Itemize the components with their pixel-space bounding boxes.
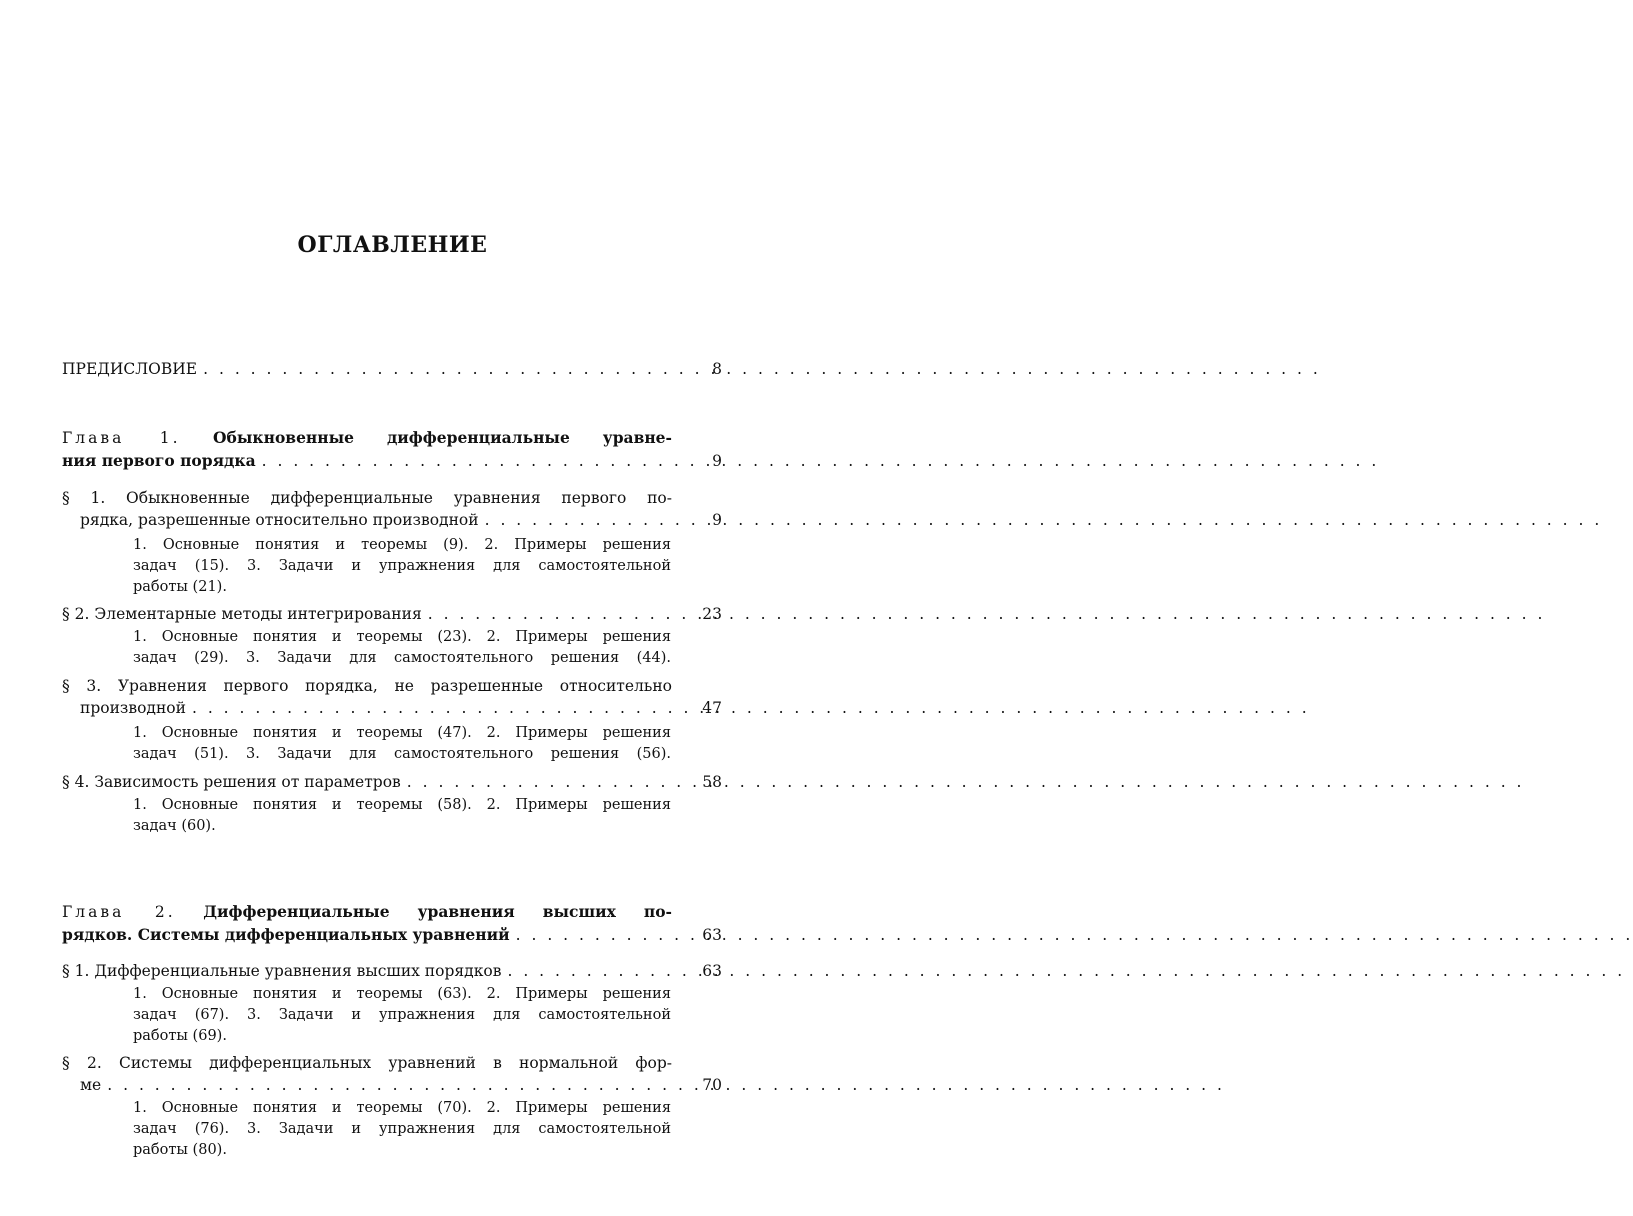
toc-entry-section-1-1 [80,511,722,535]
section-1-3-title: § 3. Уравнения первого порядка, не разрешенные относительно [62,677,672,695]
section-title: § 4. Зависимость решения от параметров [62,773,401,791]
leader-dots [507,962,672,980]
subsection-list: задач (51). 3. Задачи для самостоятельного решения (56). [133,746,671,762]
page-number: 47 [702,699,722,717]
section-title: § 1. Дифференциальные уравнения высших порядков [62,962,502,980]
toc-page [0,0,785,1216]
page-title: ОГЛАВЛЕНИЕ [297,232,488,258]
toc-entry-chapter-1 [62,451,722,475]
section-title-cont: ме [80,1076,102,1094]
leader-dots [428,605,672,623]
toc-entry-section-1-2 [62,605,722,629]
chapter-title: Обыкновенные дифференциальные уравне- [213,428,672,447]
leader-dots [485,511,672,529]
toc-entry-section-1-4 [62,773,722,797]
leader-dots [192,699,672,717]
chapter-title-cont: рядков. Системы дифференциальных уравнений [62,925,510,944]
subsection-list: 1. Основные понятия и теоремы (23). 2. Примеры решения [133,629,671,645]
chapter-title: Дифференциальные уравнения высших по- [203,902,672,921]
leader-dots [107,1076,672,1094]
subsection-list: 1. Основные понятия и теоремы (63). 2. Примеры решения [133,986,671,1002]
entry-label: ПРЕДИСЛОВИЕ [62,360,198,378]
section-title-cont: производной [80,699,186,717]
subsection-list: 1. Основные понятия и теоремы (70). 2. Примеры решения [133,1100,671,1116]
toc-entry-chapter-2 [62,925,722,949]
page-number: 23 [702,605,722,623]
leader-dots [262,452,672,470]
subsection-list: задач (67). 3. Задачи и упражнения для самостоятельной [133,1007,671,1023]
chapter-title-cont: ния первого порядка [62,451,256,470]
subsection-list: работы (80). [133,1142,227,1158]
toc-entry-section-2-1 [62,962,722,986]
subsection-list: работы (21). [133,579,227,595]
page-number: 9 [712,511,722,529]
subsection-list: задач (60). [133,818,216,834]
section-2-2-title: § 2. Системы дифференциальных уравнений в нормальной фор- [62,1054,672,1072]
subsection-list: 1. Основные понятия и теоремы (9). 2. Примеры решения [133,537,671,553]
page-number: 8 [712,360,722,378]
chapter-2-heading [62,902,672,921]
page-number: 9 [712,452,722,470]
subsection-list: работы (69). [133,1028,227,1044]
subsection-list: задач (15). 3. Задачи и упражнения для самостоятельной [133,558,671,574]
page-number: 63 [702,962,722,980]
leader-dots [407,773,672,791]
subsection-list: задач (76). 3. Задачи и упражнения для самостоятельной [133,1121,671,1137]
chapter-1-heading [62,428,672,447]
section-title: § 2. Элементарные методы интегрирования [62,605,422,623]
chapter-prefix: Глава 1. [62,429,181,447]
chapter-prefix: Глава 2. [62,903,176,921]
page-number: 70 [702,1076,722,1094]
subsection-list: задач (29). 3. Задачи для самостоятельного решения (44). [133,650,671,666]
subsection-list: 1. Основные понятия и теоремы (58). 2. Примеры решения [133,797,671,813]
page-number: 58 [702,773,722,791]
leader-dots [203,360,672,378]
toc-entry-preface [62,360,722,384]
section-1-1-title: § 1. Обыкновенные дифференциальные уравнения первого по- [62,489,672,507]
toc-entry-section-1-3 [80,699,722,723]
section-title-cont: рядка, разрешенные относительно производной [80,511,479,529]
leader-dots [516,926,672,944]
page-number: 63 [702,926,722,944]
toc-entry-section-2-2 [80,1076,722,1100]
subsection-list: 1. Основные понятия и теоремы (47). 2. Примеры решения [133,725,671,741]
